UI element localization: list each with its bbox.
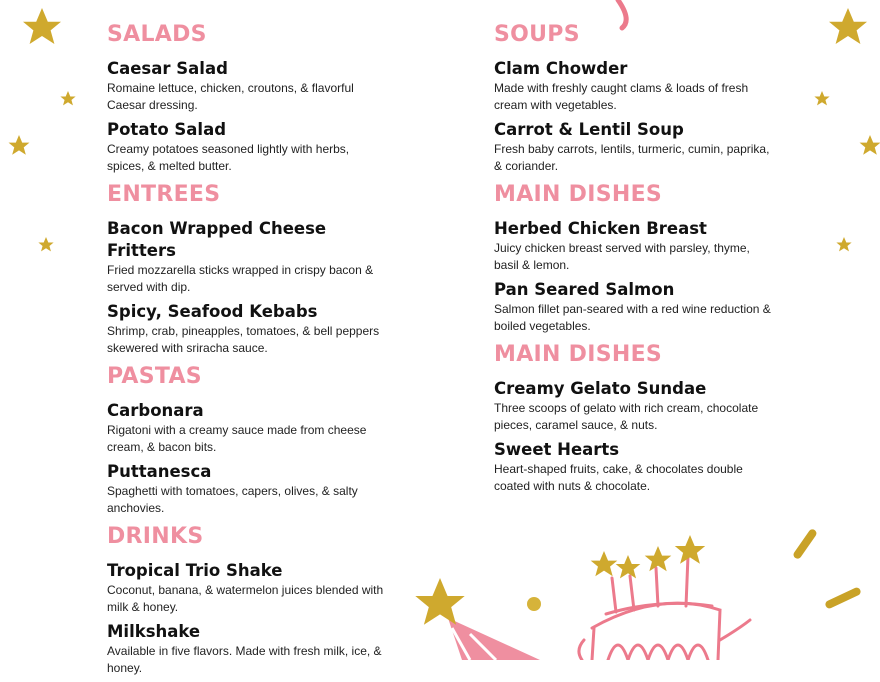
star-icon	[645, 546, 672, 571]
star-icon	[23, 8, 61, 44]
section-title: PASTAS	[107, 364, 202, 389]
star-icon	[60, 91, 75, 105]
cake-icon	[579, 556, 750, 660]
item-name: Creamy Gelato Sundae	[494, 379, 707, 398]
menu-item	[107, 218, 397, 296]
section-title: DRINKS	[107, 524, 204, 549]
menu-item	[107, 560, 397, 616]
menu-item	[494, 58, 784, 114]
star-icon	[38, 237, 53, 251]
section-title: MAIN DISHES	[494, 182, 663, 207]
menu-item	[107, 119, 397, 175]
item-description: Juicy chicken breast served with parsley, thyme, basil & lemon.	[494, 241, 750, 272]
section-title: SALADS	[107, 22, 207, 47]
item-name: Pan Seared Salmon	[494, 280, 675, 299]
item-name: Bacon Wrapped Cheese Fritters	[107, 219, 327, 260]
item-description: Creamy potatoes seasoned lightly with herbs, spices, & melted butter.	[107, 142, 350, 173]
confetti-icon	[527, 597, 541, 611]
item-description: Fried mozzarella sticks wrapped in crispy bacon & served with dip.	[107, 263, 374, 294]
menu-section	[107, 362, 397, 517]
item-name: Sweet Hearts	[494, 440, 620, 459]
star-icon	[616, 555, 641, 578]
item-description: Spaghetti with tomatoes, capers, olives, & salty anchovies.	[107, 484, 358, 515]
item-name: Caesar Salad	[107, 59, 228, 78]
menu-item	[107, 58, 397, 114]
section-title: MAIN DISHES	[494, 342, 663, 367]
menu-section	[107, 522, 397, 677]
item-name: Herbed Chicken Breast	[494, 219, 707, 238]
menu-item	[494, 378, 784, 434]
party-hat-icon	[415, 578, 540, 660]
item-name: Potato Salad	[107, 120, 227, 139]
item-description: Salmon fillet pan-seared with a red wine reduction & boiled vegetables.	[494, 302, 771, 333]
menu-section	[107, 180, 397, 357]
star-icon	[814, 91, 829, 105]
item-description: Romaine lettuce, chicken, croutons, & flavorful Caesar dressing.	[107, 81, 354, 112]
item-name: Carbonara	[107, 401, 204, 420]
item-name: Milkshake	[107, 622, 201, 641]
menu-left-column	[107, 20, 397, 682]
item-name: Clam Chowder	[494, 59, 628, 78]
menu-item	[494, 218, 784, 274]
menu-item	[494, 279, 784, 335]
item-description: Coconut, banana, & watermelon juices blended with milk & honey.	[107, 583, 384, 614]
menu-item	[107, 461, 397, 517]
item-name: Spicy, Seafood Kebabs	[107, 302, 318, 321]
section-title: SOUPS	[494, 22, 580, 47]
menu-item	[107, 400, 397, 456]
star-icon	[675, 535, 705, 564]
menu-section	[494, 20, 784, 175]
item-description: Heart-shaped fruits, cake, & chocolates double coated with nuts & chocolate.	[494, 462, 743, 493]
item-description: Fresh baby carrots, lentils, turmeric, cumin, paprika, & coriander.	[494, 142, 770, 173]
confetti-icon	[824, 586, 862, 609]
star-icon	[860, 135, 880, 155]
item-description: Rigatoni with a creamy sauce made from cheese cream, & bacon bits.	[107, 423, 367, 454]
item-name: Carrot & Lentil Soup	[494, 120, 684, 139]
menu-right-column	[494, 20, 784, 500]
menu-section	[107, 20, 397, 175]
item-description: Shrimp, crab, pineapples, tomatoes, & bell peppers skewered with sriracha sauce.	[107, 324, 380, 355]
item-name: Tropical Trio Shake	[107, 561, 283, 580]
menu-item	[107, 301, 397, 357]
menu-item	[107, 621, 397, 677]
item-description: Available in five flavors. Made with fresh milk, ice, & honey.	[107, 644, 382, 675]
section-title: ENTREES	[107, 182, 221, 207]
star-icon	[591, 551, 618, 576]
star-icon	[9, 135, 30, 155]
menu-section	[494, 180, 784, 335]
menu-item	[494, 119, 784, 175]
item-description: Three scoops of gelato with rich cream, chocolate pieces, caramel sauce, & nuts.	[494, 401, 759, 432]
star-icon	[829, 8, 867, 44]
menu-item	[494, 439, 784, 495]
menu-section	[494, 340, 784, 495]
star-icon	[836, 237, 851, 251]
confetti-icon	[792, 528, 818, 560]
item-name: Puttanesca	[107, 462, 212, 481]
item-description: Made with freshly caught clams & loads of fresh cream with vegetables.	[494, 81, 749, 112]
